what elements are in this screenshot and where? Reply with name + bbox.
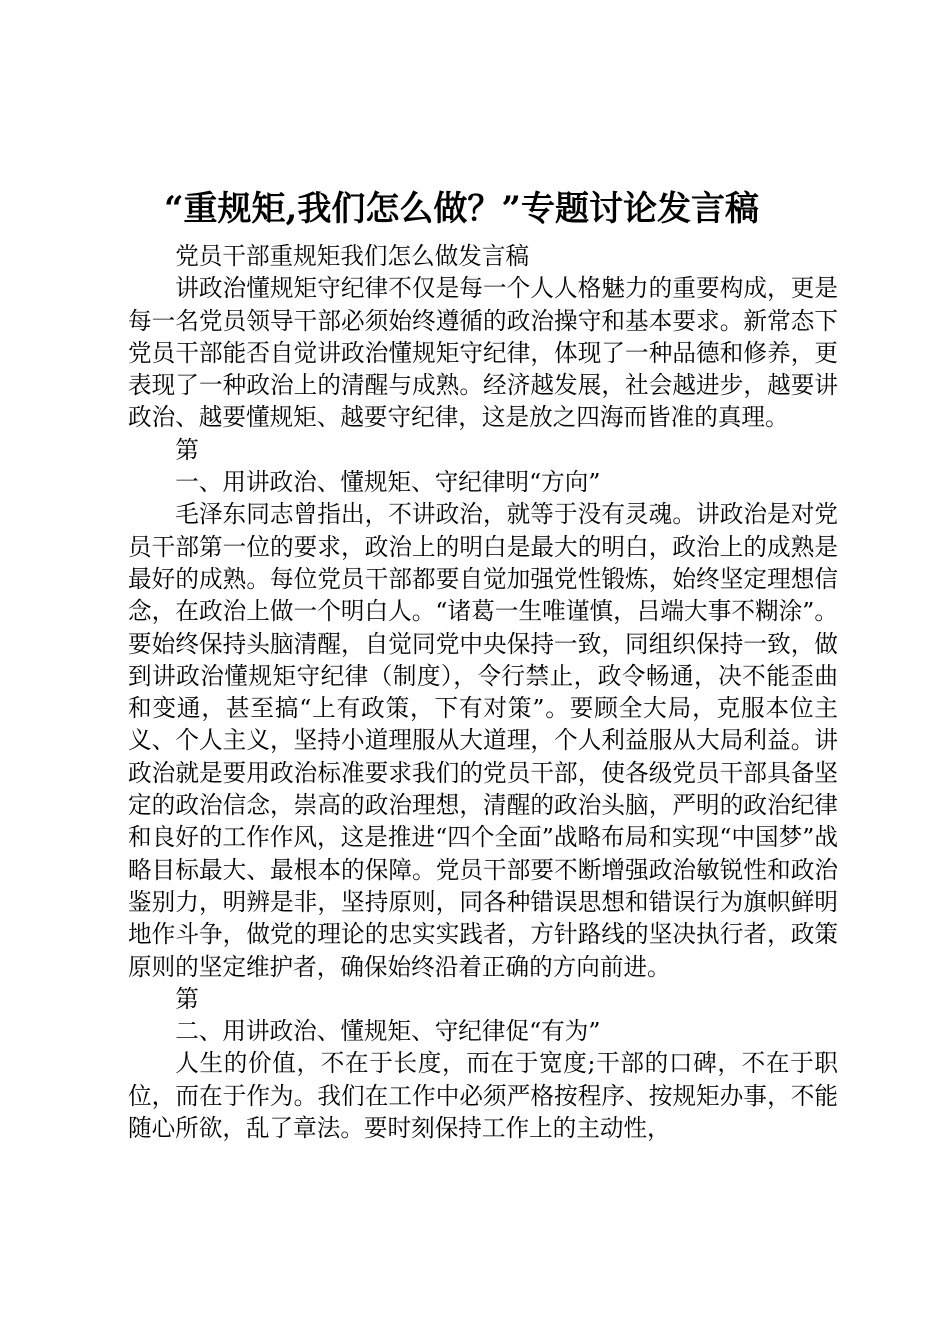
section-heading-1: 一、用讲政治、懂规矩、守纪律明“方向” <box>175 468 601 497</box>
section-heading-2: 二、用讲政治、懂规矩、守纪律促“有为” <box>175 1017 601 1046</box>
body-paragraph-1: 毛泽东同志曾指出，不讲政治，就等于没有灵魂。讲政治是对党员干部第一位的要求，政治上的明白是最大的明白，政治上的成熟是最好的成熟。每位党员干部都要自觉加强党性锻炼，始终坚定理想信念，在政治上做一个明白人。“诸葛一生唯谨慎，吕端大事不糊涂”。要始终保持头脑清醒，自觉同党中央保持一致，同组织保持一致，做到讲政治懂规矩守纪律（制度），令行禁止，政令畅通，决不能歪曲和变通，甚至搞“上有政策，下有对策”。要顾全大局，克服本位主义、个人主义，坚持小道理服从大道理，个人利益服从大局利益。讲政治就是要用政治标准要求我们的党员干部，使各级党员干部具备坚定的政治信念，崇高的政治理想，清醒的政治头脑，严明的政治纪律和良好的工作作风，这是推进“四个全面”战略布局和实现“中国梦”战略目标最大、最根本的保障。党员干部要不断增强政治敏锐性和政治鉴别力，明辨是非，坚持原则，同各种错误思想和错误行为旗帜鲜明地作斗争，做党的理论的忠实实践者，方针路线的坚决执行者，政策原则的坚定维护者，确保始终沿着正确的方向前进。 <box>128 500 838 981</box>
intro-paragraph: 讲政治懂规矩守纪律不仅是每一个人人格魅力的重要构成，更是每一名党员领导干部必须始终遵循的政治操守和基本要求。新常态下党员干部能否自觉讲政治懂规矩守纪律，体现了一种品德和修养，更表现了一种政治上的清醒与成熟。经济越发展，社会越进步，越要讲政治、越要懂规矩、越要守纪律，这是放之四海而皆准的真理。 <box>128 274 838 432</box>
document-title: “重规矩,我们怎么做？”专题讨论发言稿 <box>164 189 759 229</box>
section-marker: 第 <box>175 435 199 464</box>
subtitle-paragraph: 党员干部重规矩我们怎么做发言稿 <box>175 242 530 270</box>
section-marker: 第 <box>175 984 199 1013</box>
document-page <box>128 180 838 1144</box>
body-paragraph-2: 人生的价值，不在于长度，而在于宽度;干部的口碑，不在于职位，而在于作为。我们在工作中必须严格按程序、按规矩办事，不能随心所欲，乱了章法。要时刻保持工作上的主动性， <box>128 1049 838 1143</box>
